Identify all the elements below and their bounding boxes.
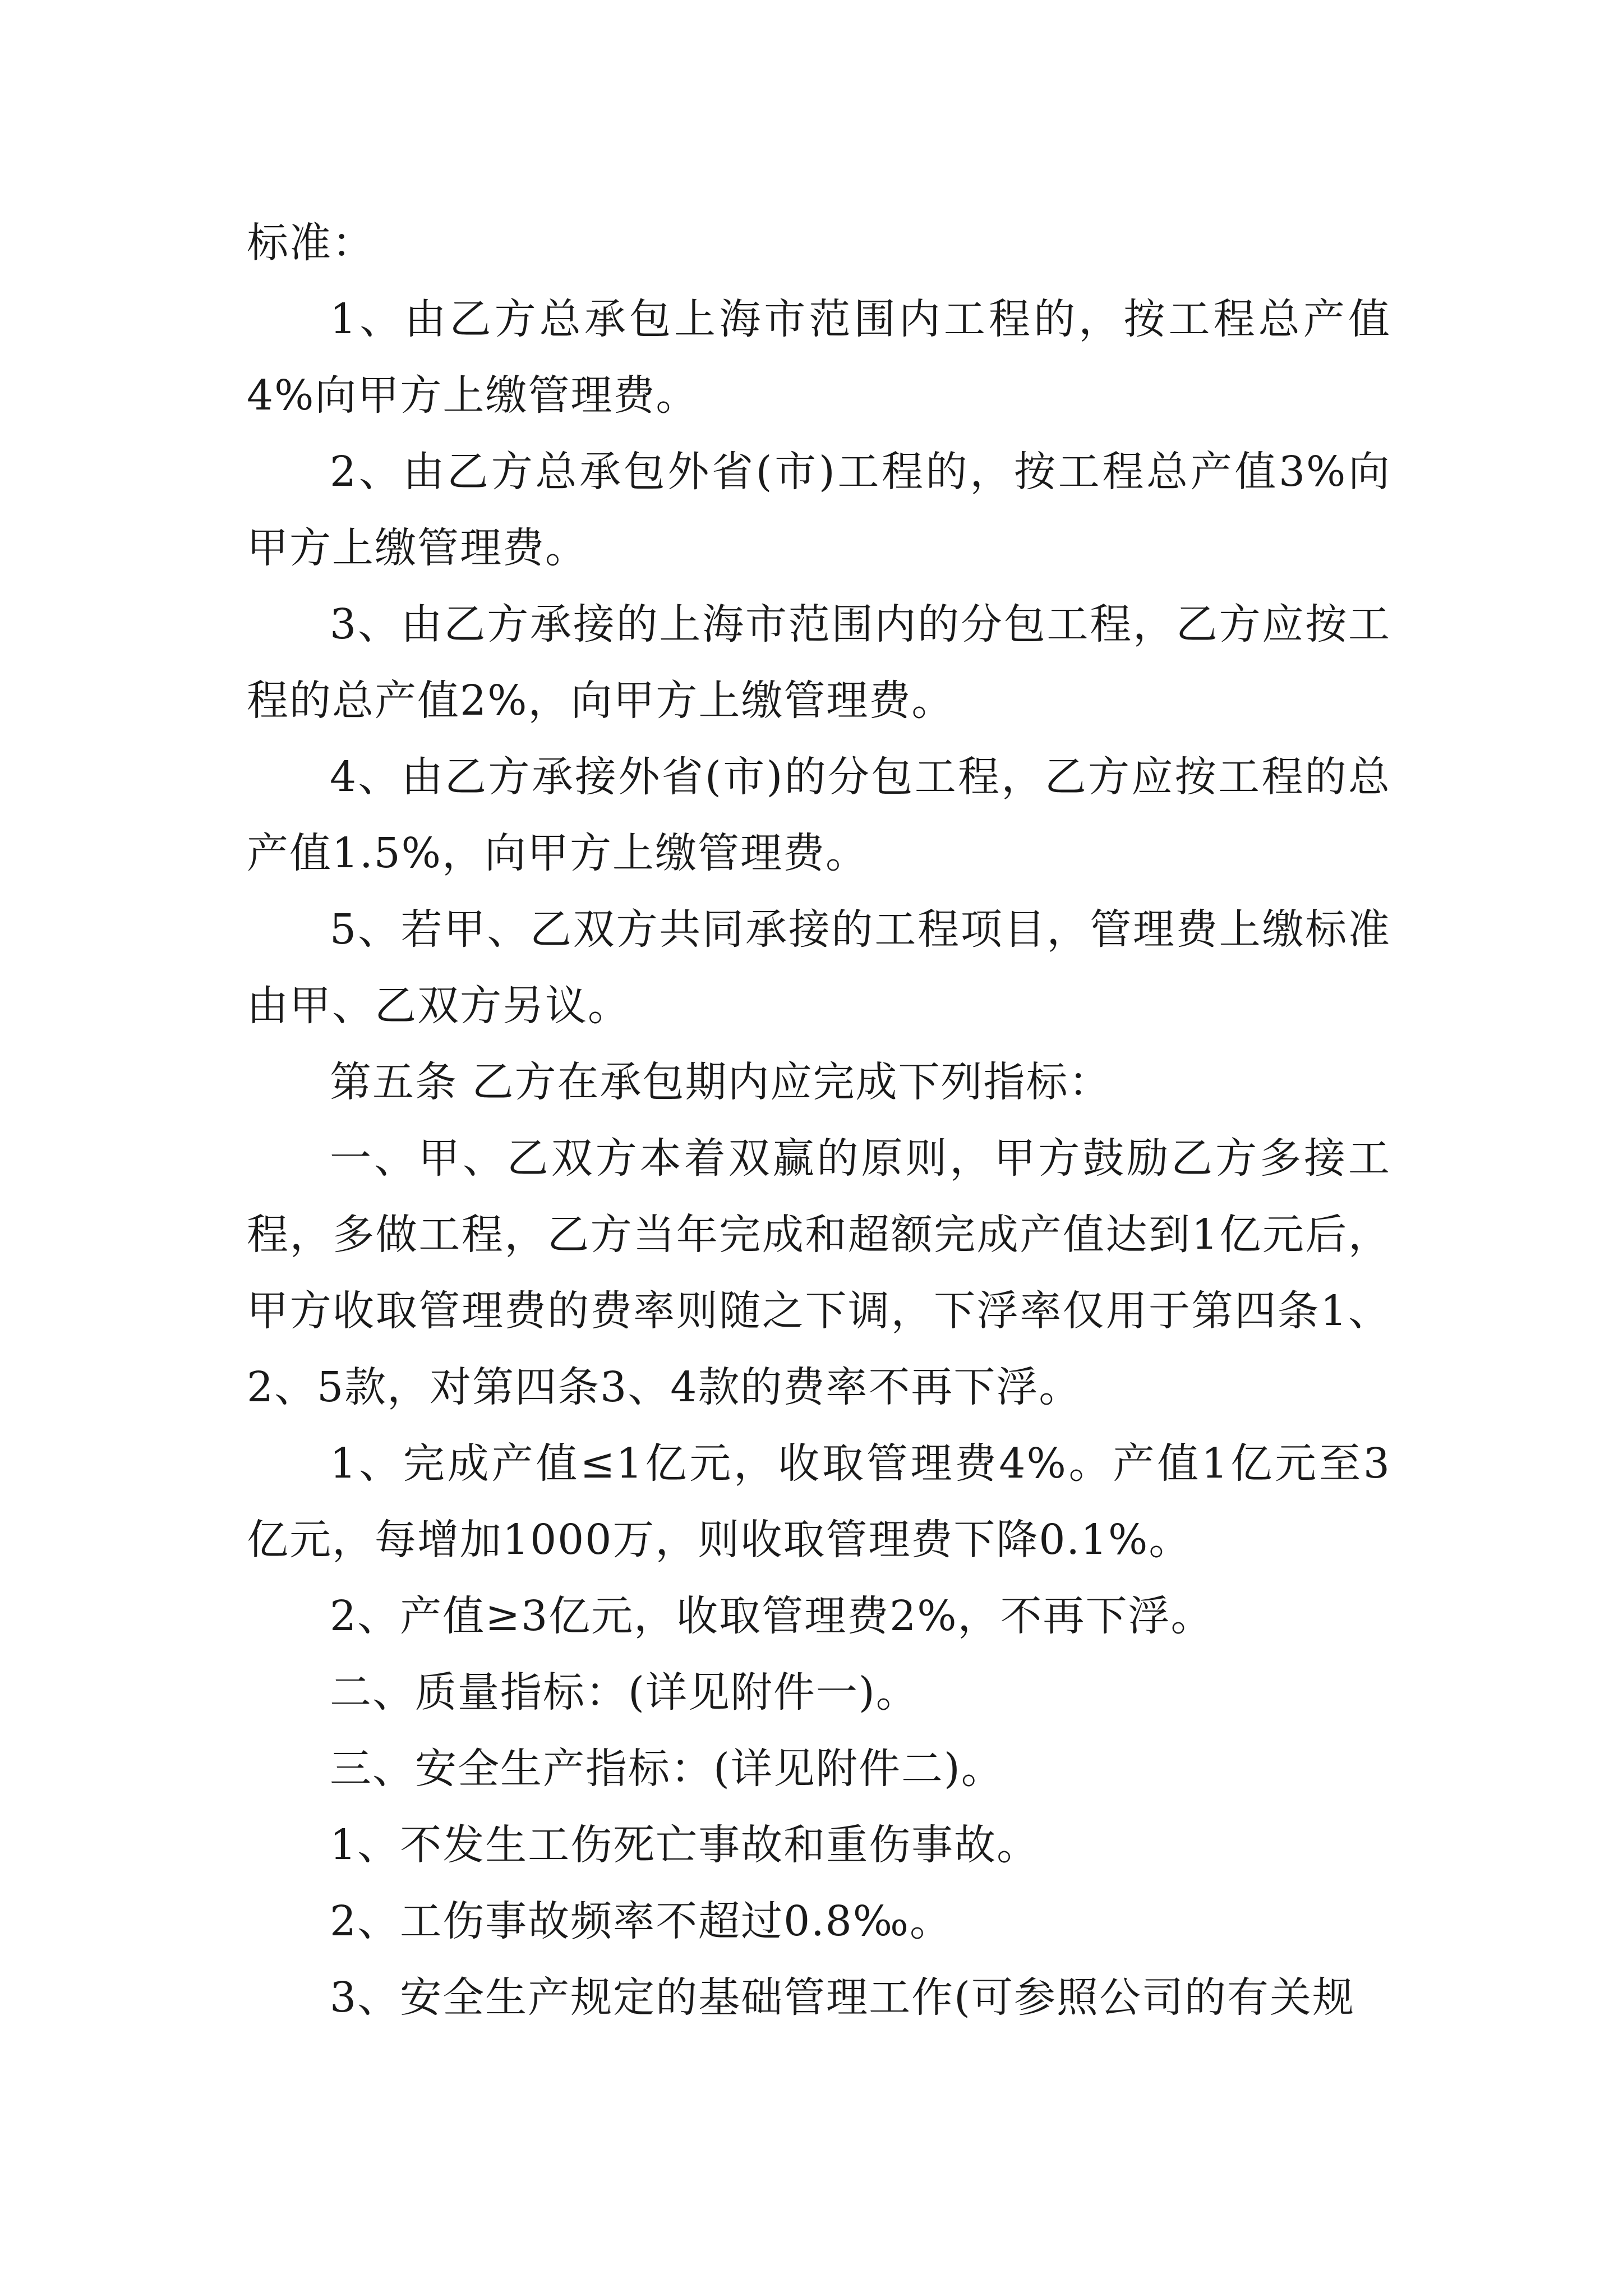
paragraph-safety-rule-1: 1、不发生工伤死亡事故和重伤事故。 <box>330 1821 1040 1869</box>
paragraph-output-rule-2: 2、产值≥3亿元，收取管理费2%，不再下浮。 <box>330 1592 1214 1640</box>
paragraph-quality-indicator: 二、质量指标：(详见附件一)。 <box>330 1668 919 1717</box>
paragraph-item-2: 2、由乙方总承包外省(市)工程的，按工程总产值3%向甲方上缴管理费。 <box>247 448 1391 572</box>
paragraph-item-5: 5、若甲、乙双方共同承接的工程项目，管理费上缴标准由甲、乙双方另议。 <box>247 905 1391 1030</box>
paragraph-section-one: 一、甲、乙双方本着双赢的原则，甲方鼓励乙方多接工程，多做工程，乙方当年完成和超额完成产值达到1亿元后，甲方收取管理费的费率则随之下调，下浮率仅用于第四条1、2、5款，对第四条3、4款的费率不再下浮。 <box>247 1134 1391 1411</box>
paragraph-standard-heading: 标准： <box>247 219 375 267</box>
document-body <box>247 205 1391 2036</box>
paragraph-safety-rule-3: 3、安全生产规定的基础管理工作(可参照公司的有关规 <box>330 1973 1355 2022</box>
article-five-heading: 第五条 乙方在承包期内应完成下列指标： <box>330 1058 1112 1106</box>
paragraph-safety-rule-2: 2、工伤事故频率不超过0.8‰。 <box>330 1897 953 1945</box>
paragraph-safety-indicator: 三、安全生产指标：(详见附件二)。 <box>330 1745 1004 1793</box>
paragraph-item-1: 1、由乙方总承包上海市范围内工程的，按工程总产值4%向甲方上缴管理费。 <box>247 295 1391 420</box>
paragraph-item-3: 3、由乙方承接的上海市范围内的分包工程，乙方应按工程的总产值2%，向甲方上缴管理费。 <box>247 600 1391 725</box>
paragraph-output-rule-1: 1、完成产值≤1亿元，收取管理费4%。产值1亿元至3亿元，每增加1000万，则收取管理费下降0.1%。 <box>247 1439 1391 1564</box>
paragraph-item-4: 4、由乙方承接外省(市)的分包工程，乙方应按工程的总产值1.5%，向甲方上缴管理费。 <box>247 753 1391 877</box>
